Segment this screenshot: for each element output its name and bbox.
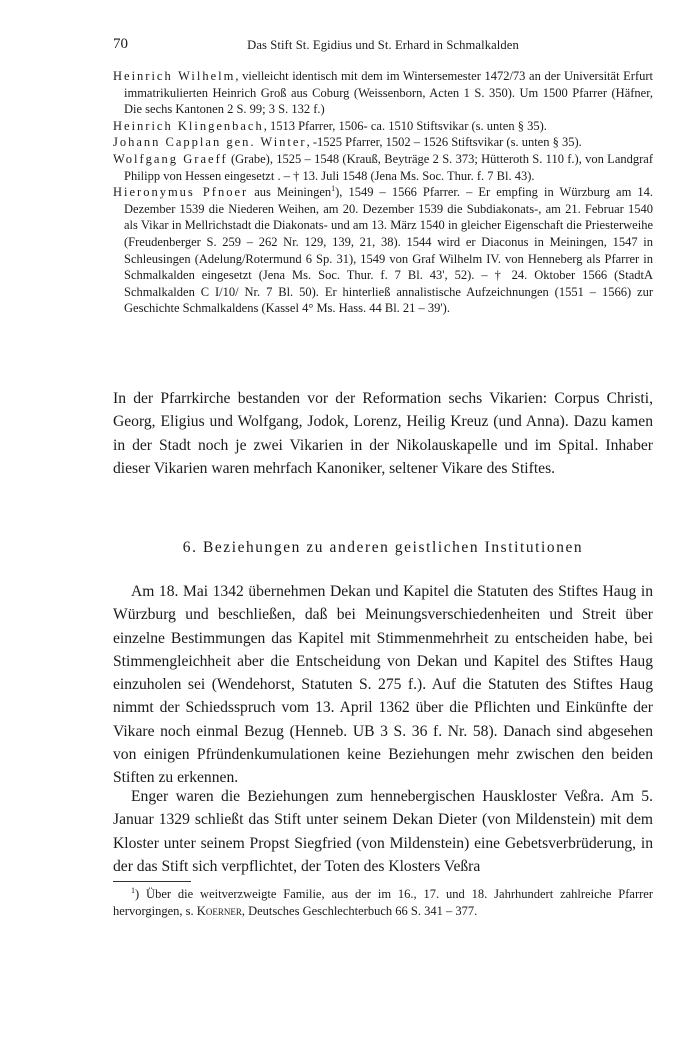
footnote-text: ) Über die weitverzweigte Familie, aus der im 16., 17. und 18. Jahrhundert zahlreiche Pfarrer hervorgingen, s. — [113, 887, 653, 918]
body-paragraph — [113, 785, 653, 878]
body-paragraph — [113, 387, 653, 480]
list-item — [113, 134, 653, 151]
entry-text: , 1513 Pfarrer, 1506- ca. 1510 Stiftsvikar (s. unten § 35). — [263, 118, 547, 133]
list-item — [113, 118, 653, 135]
page-header — [113, 36, 653, 56]
person-name: Johann Capplan gen. Winter — [113, 135, 307, 150]
pfarrer-list — [113, 68, 653, 317]
footnote-text-end: , Deutsches Geschlechterbuch 66 S. 341 – 377. — [241, 903, 478, 918]
section-heading: 6. Beziehungen zu anderen geistlichen Institutionen — [182, 539, 584, 556]
list-item — [113, 184, 653, 317]
paragraph-text: In der Pfarrkirche bestanden vor der Reformation sechs Vikarien: Corpus Christi, Georg, Eligius und Wolfgang, Jodok, Lorenz, Heilig Kreuz (und Anna). Dazu kamen in der Stadt noch je zwei Vikarien in der Nikolauskapelle und im Spital. Inhaber dieser Vikarien waren mehrfach Kanoniker, seltener Vikare des Stiftes. — [113, 390, 653, 477]
page-number: 70 — [113, 36, 128, 52]
footnote-divider — [113, 881, 191, 882]
running-title: Das Stift St. Egidius und St. Erhard in Schmalkalden — [247, 38, 519, 52]
list-item — [113, 151, 653, 184]
footnote-author: Koerner — [196, 903, 242, 918]
footnote-mark: 1 — [131, 885, 135, 895]
list-item — [113, 68, 653, 118]
paragraph-text: Enger waren die Beziehungen zum hennebergischen Hauskloster Veßra. Am 5. Januar 1329 schließt das Stift unter seinem Dekan Dieter (von Mildenstein) mit dem Kloster unter seinem Propst Siegfried (von Mildenstein) eine Gebetsverbrüderung, in der das Stift sich verpflichtet, der Toten des Klosters Veßra — [113, 788, 653, 875]
entry-text: , -1525 Pfarrer, 1502 – 1526 Stiftsvikar (s. unten § 35). — [306, 135, 582, 150]
person-name: Hieronymus Pfnoer — [113, 185, 249, 200]
body-paragraph — [113, 580, 653, 790]
footnote-reference[interactable]: 1 — [331, 184, 336, 193]
entry-text: (Grabe), 1525 – 1548 (Krauß, Beyträge 2 S. 373; Hütteroth S. 110 f.), von Landgraf Philipp von Hessen eingesetzt . – † 13. Juli 1548 (Jena Ms. Soc. Thur. f. 7 Bl. 43). — [124, 151, 653, 183]
entry-text: ), 1549 – 1566 Pfarrer. – Er empfing in Würzburg am 14. Dezember 1539 die Niederen Weihen, am 20. Dezember 1539 die Subdiakonats-, am 21. Februar 1540 als Vikar in Mellrichstadt die Diakonats- und am 13. März 1540 in gleicher Eigenschaft die Priesterweihe (Freudenberger S. 259 – 262 Nr. 129, 139, 21, 38). 1544 wird er Diaconus in Meiningen, 1547 in Schleusingen (Adelung/Rotermund 6 Sp. 31), 1549 von Graf Wilhelm IV. von Henneberg als Pfarrer in Schmalkalden eingesetzt (Jena Ms. Soc. Thur. f. 7 Bl. 43', 52). – † 24. Oktober 1566 (StadtA Schmalkalden C I/10/ Nr. 7 Bl. 50). Er hinterließ annalistische Aufzeichnungen (1551 – 1566) zur Geschichte Schmalkaldens (Kassel 4° Ms. Hass. 44 Bl. 21 – 39'). — [124, 185, 653, 316]
person-name: Heinrich Klingenbach — [113, 118, 264, 133]
person-name: Heinrich Wilhelm — [113, 69, 236, 83]
person-name: Wolfgang Graeff — [113, 151, 228, 166]
entry-text: , vielleicht identisch mit dem im Wintersemester 1472/73 an der Universität Erfurt immatrikulierten Heinrich Groß aus Coburg (Weissenborn, Acten 1 S. 350). Um 1500 Pfarrer (Häfner, Die sechs Kantonen 2 S. 99; 3 S. 132 f.) — [124, 69, 653, 117]
paragraph-text: Am 18. Mai 1342 übernehmen Dekan und Kapitel die Statuten des Stiftes Haug in Würzburg und beschließen, daß bei Meinungsverschiedenheiten und Streit über einzelne Bestimmungen das Kapitel mit Stimmenmehrheit zu entscheiden habe, bei Stimmengleichheit aber die Entscheidung von Dekan und Kapitel des Stiftes Haug einzuholen sei (Wendehorst, Statuten S. 275 f.). Auf die Statuten des Stiftes Haug nimmt der Schiedsspruch vom 13. April 1362 über die Pflichten und Einkünfte der Vikare noch einmal Bezug (Henneb. UB 3 S. 36 f. Nr. 58). Danach sind abgesehen von einigen Pfründenkumulationen keine Beziehungen mehr zwischen den beiden Stiften zu erkennen. — [113, 583, 653, 787]
entry-text-before-note: aus Meiningen — [248, 185, 332, 200]
footnote — [113, 886, 653, 920]
